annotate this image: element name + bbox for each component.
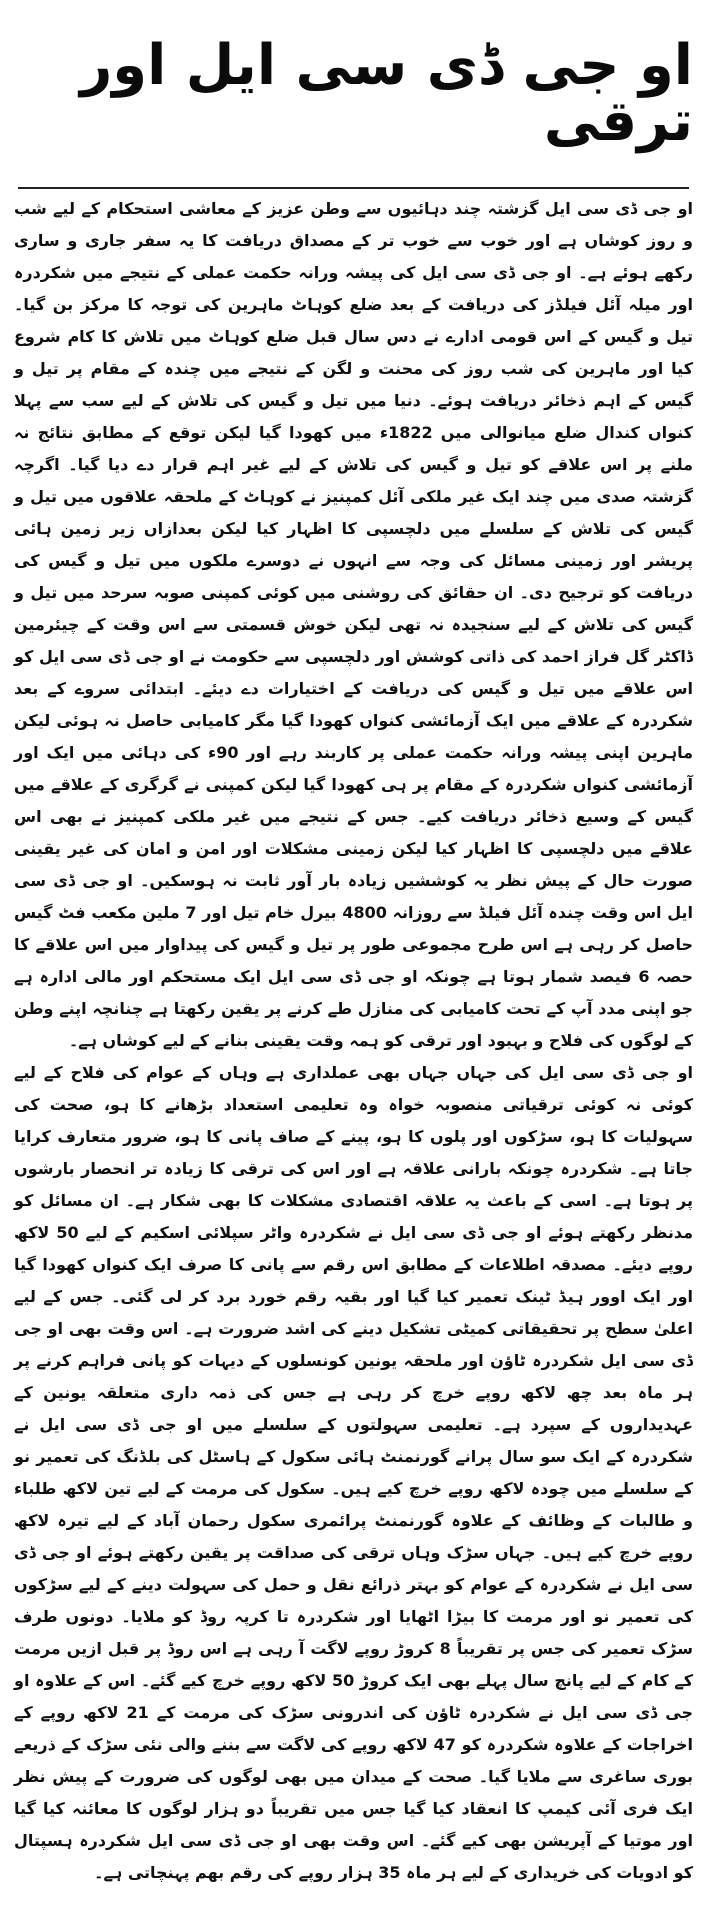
article-headline: او جی ڈی سی ایل اور ترقی [80, 32, 693, 154]
article-body [14, 193, 693, 1889]
article-paragraph-1: او جی ڈی سی ایل گزشتہ چند دہائیوں سے وطن عزیز کے معاشی استحکام کے لیے شب و روز کوشاں ہے اور خوب سے خوب تر کے مصداق دریافت کا یہ سفر جاری و ساری رکھے ہوئے ہے۔ او جی ڈی سی ایل کی پیشہ ورانہ حکمت عملی کے نتیجے میں شکردرہ اور میلہ آئل فیلڈز کی دریافت کے بعد ضلع کوہاٹ ماہرین کی توجہ کا مرکز بن گیا۔ تیل و گیس کے اس قومی ادارے نے دس سال قبل ضلع کوہاٹ میں تلاش کا کام شروع کیا اور ماہرین کی شب روز کی محنت و لگن کے نتیجے میں چندہ کے مقام پر تیل و گیس کے اہم ذخائر دریافت ہوئے۔ دنیا میں تیل و گیس کی تلاش کے لیے سب سے پہلا کنواں کندال ضلع میانوالی میں 1822ء میں کھودا گیا لیکن توقع کے مطابق نتائج نہ ملنے پر اس علاقے کو تیل و گیس کی تلاش کے لیے غیر اہم قرار دے دیا گیا۔ اگرچہ گزشتہ صدی میں چند ایک غیر ملکی آئل کمپنیز نے کوہاٹ کے ملحقہ علاقوں میں تیل و گیس کی تلاش کے سلسلے میں دلچسپی کا اظہار کیا لیکن بعدازاں زیر زمین ہائی پریشر اور زمینی مسائل کی وجہ سے انہوں نے دوسرے ملکوں میں تیل و گیس کی دریافت کو ترجیح دی۔ ان حقائق کی روشنی میں کوئی کمپنی صوبہ سرحد میں تیل و گیس کی تلاش کے لیے سنجیدہ نہ تھی لیکن خوش قسمتی سے اس وقت کے چیئرمین ڈاکٹر گل فراز احمد کی ذاتی کوشش اور دلچسپی سے حکومت نے او جی ڈی سی ایل کو اس علاقے میں تیل و گیس کی دریافت کے اختیارات دے دیئے۔ ابتدائی سروے کے بعد شکردرہ کے علاقے میں ایک آزمائشی کنواں کھودا گیا مگر کامیابی حاصل نہ ہوئی لیکن ماہرین اپنی پیشہ ورانہ حکمت عملی پر کاربند رہے اور 90ء کی دہائی میں ایک اور آزمائشی کنواں شکردرہ کے مقام پر ہی کھودا گیا لیکن کمپنی نے گرگری کے علاقے میں گیس کے وسیع ذخائر دریافت کیے۔ جس کے نتیجے میں غیر ملکی کمپنیز نے بھی اس علاقے میں دلچسپی کا اظہار کیا لیکن زمینی مشکلات اور امن و امان کی غیر یقینی صورت حال کے پیش نظر یہ کوششیں زیادہ بار آور ثابت نہ ہوسکیں۔ او جی ڈی سی ایل اس وقت چندہ آئل فیلڈ سے روزانہ 4800 بیرل خام تیل اور 7 ملین مکعب فٹ گیس حاصل کر رہی ہے اس طرح مجموعی طور پر تیل و گیس کی پیداوار میں اس علاقے کا حصہ 6 فیصد شمار ہوتا ہے چونکہ او جی ڈی سی ایل ایک مستحکم اور مالی ادارہ ہے جو اپنی مدد آپ کے تحت کامیابی کی منازل طے کرنے پر یقین رکھتا ہے چنانچہ اپنے وطن کے لوگوں کی فلاح و بہبود اور ترقی کو ہمہ وقت یقینی بنانے کے لیے کوشاں ہے۔ [14, 199, 694, 1051]
headline-divider [18, 187, 689, 189]
article-paragraph-2: او جی ڈی سی ایل کی جہاں جہاں بھی عملداری ہے وہاں کے عوام کی فلاح کے لیے کوئی نہ کوئی ترقیاتی منصوبہ خواہ وہ تعلیمی استعداد بڑھانے کا ہو، صحت کی سہولیات کا ہو، سڑکوں اور پلوں کا ہو، پینے کے صاف پانی کا ہو، ضرور متعارف کرایا جاتا ہے۔ شکردرہ چونکہ بارانی علاقہ ہے اور اس کی ترقی کا زیادہ تر انحصار بارشوں پر ہوتا ہے۔ اسی کے باعث یہ علاقہ اقتصادی مشکلات کا بھی شکار ہے۔ ان مسائل کو مدنظر رکھتے ہوئے او جی ڈی سی ایل نے شکردرہ واٹر سپلائی اسکیم کے لیے 50 لاکھ روپے دیئے۔ مصدقہ اطلاعات کے مطابق اس رقم سے پانی کا صرف ایک کنواں کھودا گیا اور ایک اوور ہیڈ ٹینک تعمیر کیا گیا اور بقیہ رقم خورد برد کر لی گئی۔ جس کے لیے اعلیٰ سطح پر تحقیقاتی کمیٹی تشکیل دینے کی اشد ضرورت ہے۔ اس وقت بھی او جی ڈی سی ایل شکردرہ ٹاؤن اور ملحقہ یونین کونسلوں کے دیہات کو پانی فراہم کرنے پر ہر ماہ بعد چھ لاکھ روپے خرچ کر رہی ہے جس کی ذمہ داری متعلقہ یونین کے عہدیداروں کے سپرد ہے۔ تعلیمی سہولتوں کے سلسلے میں او جی ڈی سی ایل نے شکردرہ کے ایک سو سال پرانے گورنمنٹ ہائی سکول کے ہاسٹل کی بلڈنگ کی تعمیر نو کے سلسلے میں چودہ لاکھ روپے خرچ کیے ہیں۔ سکول کی مرمت کے لیے تین لاکھ طلباء و طالبات کے وظائف کے علاوہ گورنمنٹ پرائمری سکول رحمان آباد کے لیے تیرہ لاکھ روپے خرچ کیے ہیں۔ جہاں سڑک وہاں ترقی کی صداقت پر یقین رکھتے ہوئے او جی ڈی سی ایل نے شکردرہ کے عوام کو بہتر ذرائع نقل و حمل کی سہولت دینے کے لیے سڑکوں کی تعمیر نو اور مرمت کا بیڑا اٹھایا اور شکردرہ تا کرپہ روڈ کو ملایا۔ دونوں طرف سڑک تعمیر کی جس پر تقریباً 8 کروڑ روپے لاگت آ رہی ہے اس روڈ پر قبل ازیں مرمت کے کام کے لیے پانچ سال پہلے بھی ایک کروڑ 50 لاکھ روپے خرچ کیے گئے۔ اس کے علاوہ او جی ڈی سی ایل نے شکردرہ ٹاؤن کی اندرونی سڑک کی مرمت کے 21 لاکھ روپے کے اخراجات کے علاوہ شکردرہ کو 47 لاکھ روپے کی لاگت سے بننے والی نئی سڑک کے ذریعے بوری ساغری سے ملایا گیا۔ صحت کے میدان میں بھی لوگوں کی ضرورت کے پیش نظر ایک فری آئی کیمپ کا انعقاد کیا گیا جس میں تقریباً دو ہزار لوگوں کا معائنہ کیا گیا اور موتیا کے آپریشن بھی کیے گئے۔ اس وقت بھی او جی ڈی سی ایل شکردرہ ہسپتال کو ادویات کی خریداری کے لیے ہر ماہ 35 ہزار روپے کی رقم بھم پہنچاتی ہے۔ [14, 1063, 694, 1883]
